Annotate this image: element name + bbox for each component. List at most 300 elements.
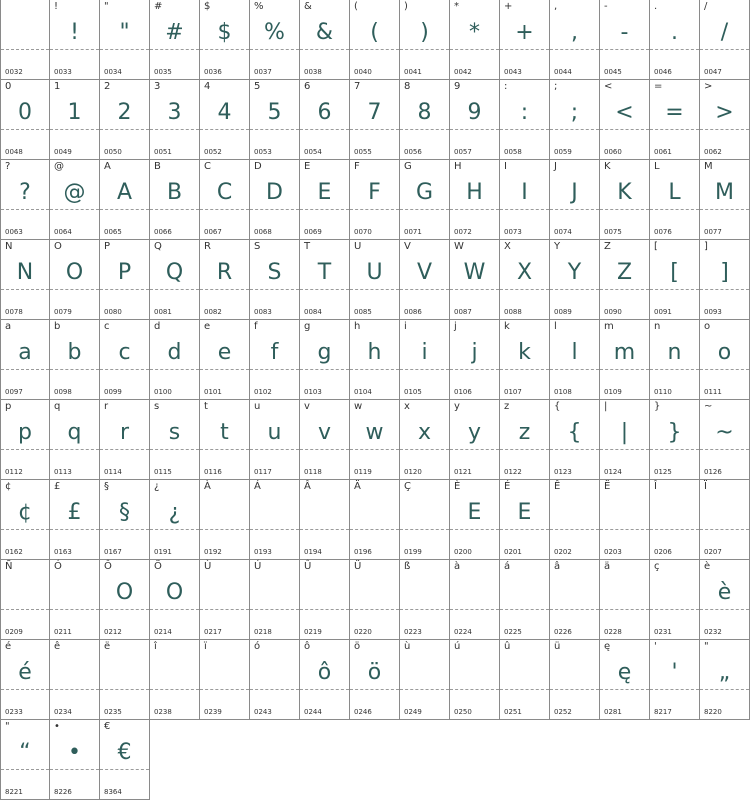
reference-character: " [704, 641, 709, 652]
glyph-cell [700, 400, 750, 480]
glyph-cell [600, 480, 650, 560]
glyph-cell [500, 240, 550, 320]
font-glyph-sample: G [415, 180, 434, 205]
character-code: 0079 [54, 308, 72, 316]
baseline-divider [600, 609, 649, 610]
font-glyph-sample: k [518, 340, 531, 365]
character-code: 0201 [504, 548, 522, 556]
reference-character: P [104, 241, 111, 252]
glyph-cell [100, 400, 150, 480]
reference-character: = [654, 81, 663, 92]
reference-character: H [454, 161, 462, 172]
font-glyph-sample: € [117, 740, 132, 765]
glyph-cell [400, 0, 450, 80]
character-code: 0233 [5, 708, 23, 716]
character-code: 0078 [5, 308, 23, 316]
reference-character: V [404, 241, 411, 252]
reference-character: 1 [54, 81, 61, 92]
baseline-divider [550, 529, 599, 530]
glyph-cell [700, 160, 750, 240]
baseline-divider [400, 369, 449, 370]
glyph-cell [150, 400, 200, 480]
character-code: 0076 [654, 228, 672, 236]
font-glyph-sample: q [67, 420, 82, 445]
character-code: 8221 [5, 788, 23, 796]
glyph-cell [450, 400, 500, 480]
reference-character: Ö [154, 561, 162, 572]
glyph-cell [500, 480, 550, 560]
baseline-divider [450, 289, 499, 290]
character-code: 0126 [704, 468, 722, 476]
character-code: 0234 [54, 708, 72, 716]
baseline-divider [150, 369, 199, 370]
character-code: 8217 [654, 708, 672, 716]
character-code: 0249 [404, 708, 422, 716]
font-glyph-sample: s [168, 420, 181, 445]
reference-character: s [154, 401, 160, 412]
glyph-cell [100, 80, 150, 160]
baseline-divider [250, 449, 299, 450]
font-glyph-sample: N [16, 260, 34, 285]
character-code: 0191 [154, 548, 172, 556]
reference-character: U [354, 241, 362, 252]
character-code: 0123 [554, 468, 572, 476]
glyph-cell [250, 0, 300, 80]
character-code: 0117 [254, 468, 272, 476]
character-code: 0068 [254, 228, 272, 236]
glyph-cell [700, 640, 750, 720]
reference-character: 4 [204, 81, 211, 92]
font-glyph-sample: ( [370, 20, 379, 45]
reference-character: Ä [354, 481, 361, 492]
reference-character: l [554, 321, 557, 332]
baseline-divider [50, 49, 99, 50]
reference-character: p [5, 401, 12, 412]
character-code: 0218 [254, 628, 272, 636]
character-code: 0089 [554, 308, 572, 316]
baseline-divider [1, 689, 49, 690]
reference-character: Ú [254, 561, 262, 572]
baseline-divider [200, 529, 249, 530]
font-glyph-sample: H [466, 180, 483, 205]
font-glyph-sample: è [717, 580, 732, 605]
glyph-cell [200, 80, 250, 160]
font-glyph-sample: ô [317, 660, 332, 685]
character-code: 0107 [504, 388, 522, 396]
character-code: 0052 [204, 148, 222, 156]
character-code: 0106 [454, 388, 472, 396]
font-glyph-sample: * [469, 20, 480, 45]
character-code: 0246 [354, 708, 372, 716]
glyph-cell [650, 320, 700, 400]
font-glyph-sample: { [567, 420, 582, 445]
font-glyph-sample: M [715, 180, 734, 205]
baseline-divider [450, 449, 499, 450]
font-glyph-sample: U [366, 260, 383, 285]
glyph-cell [550, 320, 600, 400]
character-code: 0202 [554, 548, 572, 556]
font-glyph-sample: # [165, 20, 184, 45]
glyph-cell [100, 160, 150, 240]
character-code: 0067 [204, 228, 222, 236]
font-glyph-sample: O [115, 580, 134, 605]
baseline-divider [50, 129, 99, 130]
baseline-divider [400, 209, 449, 210]
baseline-divider [700, 529, 749, 530]
reference-character: ó [254, 641, 261, 652]
font-glyph-sample: t [220, 420, 229, 445]
glyph-cell [400, 400, 450, 480]
font-glyph-sample: l [571, 340, 578, 365]
reference-character: 2 [104, 81, 111, 92]
character-code: 0034 [104, 68, 122, 76]
reference-character: : [504, 81, 508, 92]
character-code: 0060 [604, 148, 622, 156]
reference-character: ú [454, 641, 461, 652]
reference-character: r [104, 401, 109, 412]
glyph-cell [200, 480, 250, 560]
reference-character: > [704, 81, 713, 92]
character-code: 0104 [354, 388, 372, 396]
baseline-divider [250, 529, 299, 530]
baseline-divider [100, 449, 149, 450]
reference-character: a [5, 321, 12, 332]
font-glyph-sample: Z [616, 260, 633, 285]
baseline-divider [550, 289, 599, 290]
reference-character: à [454, 561, 461, 572]
character-code: 0085 [354, 308, 372, 316]
character-code: 0114 [104, 468, 122, 476]
baseline-divider [350, 209, 399, 210]
baseline-divider [350, 609, 399, 610]
character-code: 0051 [154, 148, 172, 156]
font-glyph-sample: u [267, 420, 282, 445]
character-code: 0111 [704, 388, 722, 396]
glyph-cell [550, 640, 600, 720]
baseline-divider [1, 209, 49, 210]
character-code: 0116 [204, 468, 222, 476]
glyph-cell [600, 560, 650, 640]
glyph-cell [450, 560, 500, 640]
reference-character: ~ [704, 401, 713, 412]
glyph-cell [300, 160, 350, 240]
font-glyph-sample: j [471, 340, 478, 365]
reference-character: y [454, 401, 460, 412]
character-code: 0077 [704, 228, 722, 236]
font-glyph-sample: E [517, 500, 532, 525]
character-code: 0194 [304, 548, 322, 556]
reference-character: Ó [54, 561, 62, 572]
character-code: 0032 [5, 68, 23, 76]
reference-character: k [504, 321, 510, 332]
glyph-cell [150, 80, 200, 160]
font-glyph-sample: > [715, 100, 734, 125]
reference-character: ¿ [154, 481, 160, 492]
baseline-divider [100, 49, 149, 50]
baseline-divider [1, 369, 49, 370]
character-code: 0110 [654, 388, 672, 396]
glyph-cell [300, 640, 350, 720]
character-code: 0211 [54, 628, 72, 636]
glyph-cell [400, 560, 450, 640]
baseline-divider [550, 49, 599, 50]
glyph-cell [300, 240, 350, 320]
baseline-divider [600, 49, 649, 50]
baseline-divider [150, 49, 199, 50]
baseline-divider [450, 689, 499, 690]
reference-character: F [354, 161, 360, 172]
baseline-divider [600, 529, 649, 530]
font-glyph-sample: w [365, 420, 384, 445]
font-glyph-sample: p [18, 420, 32, 445]
reference-character: ù [404, 641, 411, 652]
baseline-divider [550, 129, 599, 130]
font-glyph-sample: z [518, 420, 531, 445]
reference-character: Ï [704, 481, 707, 492]
reference-character: } [654, 401, 661, 412]
baseline-divider [300, 609, 349, 610]
glyph-cell [300, 560, 350, 640]
font-glyph-sample: K [617, 180, 632, 205]
reference-character: ¢ [5, 481, 12, 492]
glyph-cell [700, 320, 750, 400]
baseline-divider [150, 289, 199, 290]
baseline-divider [400, 129, 449, 130]
baseline-divider [700, 289, 749, 290]
glyph-cell [600, 80, 650, 160]
baseline-divider [100, 289, 149, 290]
baseline-divider [650, 49, 699, 50]
character-code: 0118 [304, 468, 322, 476]
font-glyph-sample: b [67, 340, 82, 365]
glyph-cell [0, 160, 50, 240]
reference-character: Û [304, 561, 312, 572]
glyph-cell [650, 160, 700, 240]
reference-character: 0 [5, 81, 12, 92]
character-code: 0033 [54, 68, 72, 76]
character-code: 0226 [554, 628, 572, 636]
baseline-divider [450, 209, 499, 210]
baseline-divider [350, 289, 399, 290]
glyph-cell [700, 560, 750, 640]
baseline-divider [600, 209, 649, 210]
reference-character: À [204, 481, 211, 492]
glyph-cell [0, 80, 50, 160]
baseline-divider [400, 49, 449, 50]
reference-character: ) [404, 1, 408, 12]
glyph-cell [400, 240, 450, 320]
glyph-cell [600, 160, 650, 240]
baseline-divider [350, 49, 399, 50]
reference-character: ' [654, 641, 657, 652]
font-glyph-sample: J [571, 180, 578, 205]
baseline-divider [400, 609, 449, 610]
font-glyph-sample: E [467, 500, 482, 525]
reference-character: ê [54, 641, 61, 652]
character-code: 0073 [504, 228, 522, 236]
glyph-cell [0, 320, 50, 400]
baseline-divider [300, 369, 349, 370]
reference-character: [ [654, 241, 658, 252]
character-code: 0066 [154, 228, 172, 236]
glyph-cell [0, 0, 50, 80]
glyph-cell [50, 640, 100, 720]
glyph-cell [700, 240, 750, 320]
baseline-divider [700, 49, 749, 50]
reference-character: Î [654, 481, 657, 492]
font-glyph-sample: „ [718, 660, 731, 685]
glyph-cell [150, 480, 200, 560]
glyph-cell [50, 400, 100, 480]
character-code: 0042 [454, 68, 472, 76]
font-glyph-sample: 4 [217, 100, 232, 125]
glyph-cell [100, 720, 150, 800]
reference-character: # [154, 1, 163, 12]
reference-character: ô [304, 641, 311, 652]
baseline-divider [400, 689, 449, 690]
baseline-divider [700, 129, 749, 130]
glyph-cell [650, 480, 700, 560]
character-code: 0224 [454, 628, 472, 636]
character-code: 0071 [404, 228, 422, 236]
font-glyph-sample: 7 [367, 100, 382, 125]
reference-character: + [504, 1, 513, 12]
glyph-cell [250, 640, 300, 720]
glyph-cell [100, 240, 150, 320]
font-glyph-sample: e [217, 340, 232, 365]
reference-character: K [604, 161, 611, 172]
glyph-cell [550, 160, 600, 240]
character-code: 8220 [704, 708, 722, 716]
glyph-cell [500, 400, 550, 480]
character-code: 0200 [454, 548, 472, 556]
font-glyph-sample: ? [19, 180, 31, 205]
baseline-divider [50, 449, 99, 450]
font-glyph-sample: ę [617, 660, 632, 685]
glyph-cell [500, 320, 550, 400]
baseline-divider [400, 529, 449, 530]
character-code: 0112 [5, 468, 23, 476]
baseline-divider [200, 129, 249, 130]
character-code: 0037 [254, 68, 272, 76]
character-code: 0070 [354, 228, 372, 236]
reference-character: ! [54, 1, 59, 12]
glyph-cell [50, 240, 100, 320]
font-glyph-sample: a [18, 340, 32, 365]
reference-character: R [204, 241, 211, 252]
baseline-divider [700, 209, 749, 210]
character-code: 0223 [404, 628, 422, 636]
baseline-divider [50, 289, 99, 290]
character-code: 0075 [604, 228, 622, 236]
font-glyph-sample: & [315, 20, 334, 45]
character-code: 0122 [504, 468, 522, 476]
baseline-divider [400, 289, 449, 290]
baseline-divider [50, 689, 99, 690]
reference-character: t [204, 401, 208, 412]
baseline-divider [200, 209, 249, 210]
font-glyph-sample: L [668, 180, 681, 205]
character-code: 0056 [404, 148, 422, 156]
character-code: 0063 [5, 228, 23, 236]
reference-character: B [154, 161, 161, 172]
glyph-cell [550, 400, 600, 480]
font-glyph-sample: ö [367, 660, 382, 685]
baseline-divider [600, 289, 649, 290]
font-glyph-sample: C [216, 180, 233, 205]
baseline-divider [450, 129, 499, 130]
font-glyph-sample: % [264, 20, 285, 45]
glyph-cell [200, 160, 250, 240]
character-code: 0119 [354, 468, 372, 476]
glyph-cell [250, 240, 300, 320]
reference-character: ü [554, 641, 561, 652]
baseline-divider [550, 209, 599, 210]
reference-character: Ë [604, 481, 611, 492]
reference-character: / [704, 1, 708, 12]
reference-character: â [554, 561, 561, 572]
baseline-divider [100, 529, 149, 530]
font-glyph-sample: @ [63, 180, 86, 205]
baseline-divider [500, 449, 549, 450]
character-code: 0235 [104, 708, 122, 716]
font-glyph-sample: £ [67, 500, 82, 525]
glyph-cell [450, 240, 500, 320]
baseline-divider [150, 689, 199, 690]
baseline-divider [650, 609, 699, 610]
glyph-cell [650, 560, 700, 640]
font-glyph-sample: " [119, 20, 130, 45]
baseline-divider [200, 289, 249, 290]
glyph-cell [300, 480, 350, 560]
baseline-divider [450, 49, 499, 50]
glyph-cell [300, 80, 350, 160]
baseline-divider [300, 529, 349, 530]
reference-character: j [454, 321, 457, 332]
reference-character: É [504, 481, 511, 492]
reference-character: M [704, 161, 713, 172]
character-code: 0046 [654, 68, 672, 76]
character-code: 0035 [154, 68, 172, 76]
reference-character: * [454, 1, 459, 12]
baseline-divider [550, 369, 599, 370]
character-code: 0225 [504, 628, 522, 636]
reference-character: - [604, 1, 608, 12]
baseline-divider [250, 609, 299, 610]
character-code: 0120 [404, 468, 422, 476]
reference-character: ï [204, 641, 207, 652]
font-glyph-sample: - [620, 20, 629, 45]
glyph-cell [600, 0, 650, 80]
glyph-cell [350, 560, 400, 640]
character-code: 0244 [304, 708, 322, 716]
character-code: 0220 [354, 628, 372, 636]
glyph-cell [300, 320, 350, 400]
baseline-divider [1, 289, 49, 290]
reference-character: û [504, 641, 511, 652]
baseline-divider [650, 289, 699, 290]
reference-character: | [604, 401, 608, 412]
character-code: 0162 [5, 548, 23, 556]
character-code: 0088 [504, 308, 522, 316]
glyph-cell [300, 400, 350, 480]
baseline-divider [250, 689, 299, 690]
glyph-cell [0, 720, 50, 800]
glyph-cell [50, 160, 100, 240]
reference-character: ę [604, 641, 611, 652]
character-code: 0082 [204, 308, 222, 316]
glyph-cell [650, 0, 700, 80]
